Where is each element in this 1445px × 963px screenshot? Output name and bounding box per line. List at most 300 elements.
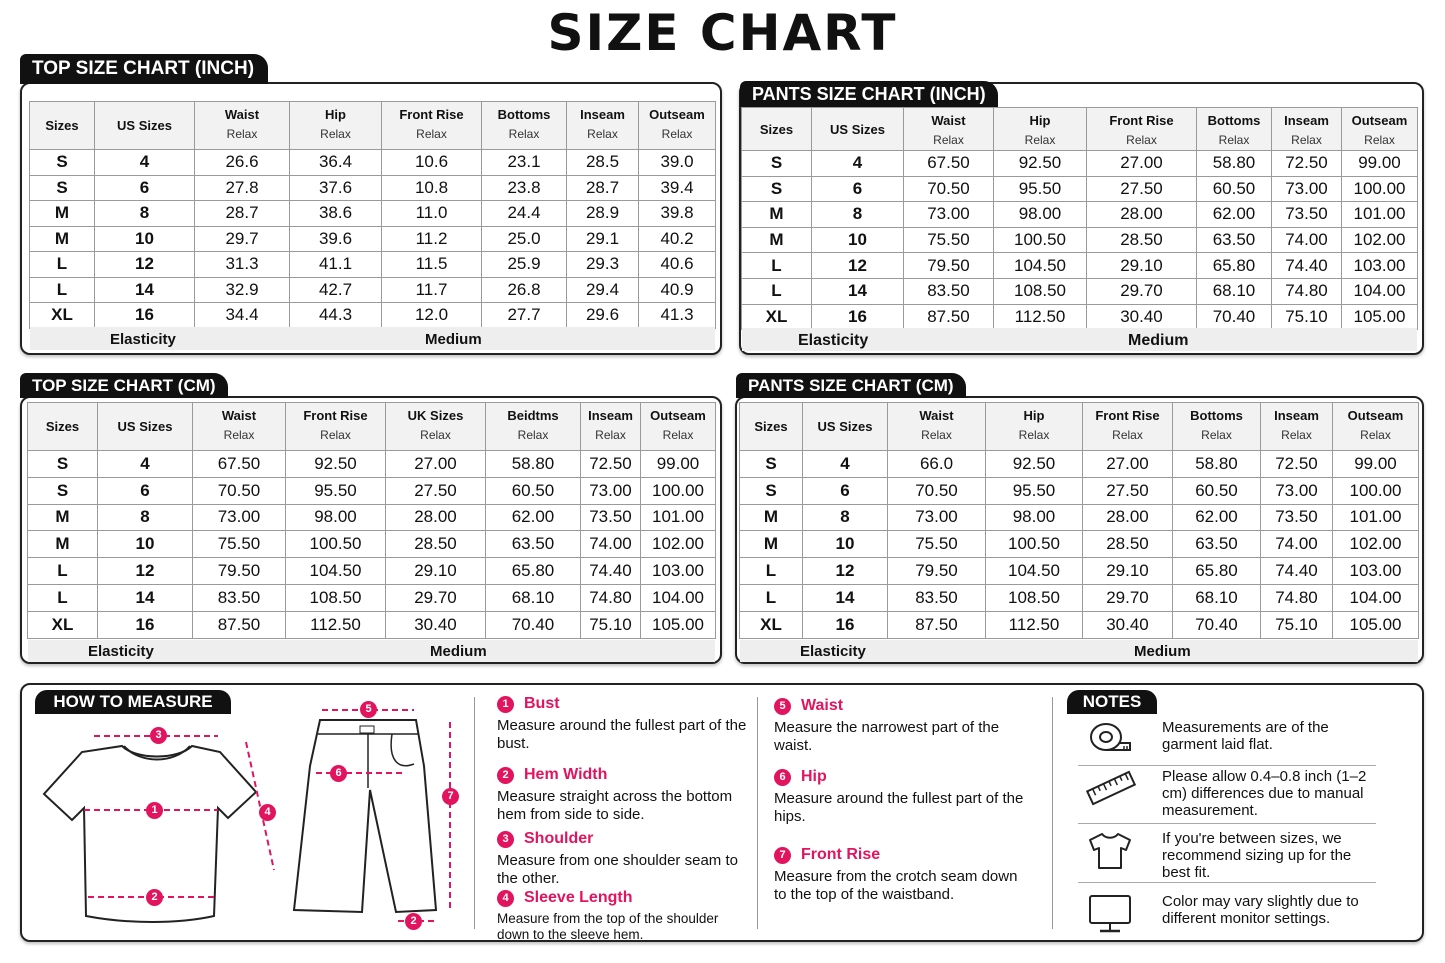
pants-label-5: 5 bbox=[360, 701, 377, 718]
col-header-label: Inseam bbox=[580, 107, 625, 122]
value-cell: 83.50 bbox=[193, 584, 286, 611]
value-cell: 23.1 bbox=[482, 150, 567, 176]
col-header-label: Inseam bbox=[1284, 113, 1329, 128]
tshirt-icon bbox=[1086, 830, 1142, 876]
measure-number-badge: 4 bbox=[497, 890, 514, 907]
size-cell: XL bbox=[740, 611, 803, 638]
value-cell: 29.7 bbox=[195, 226, 290, 252]
value-cell: 29.4 bbox=[567, 277, 639, 303]
value-cell: 37.6 bbox=[290, 175, 382, 201]
col-header-sub: Relax bbox=[508, 127, 540, 141]
value-cell: 101.00 bbox=[1342, 202, 1418, 228]
value-cell: 92.50 bbox=[994, 151, 1087, 177]
value-cell: 28.7 bbox=[195, 201, 290, 227]
col-header-sub: Relax bbox=[1218, 133, 1250, 147]
us-size-cell: 6 bbox=[95, 175, 195, 201]
size-cell: S bbox=[740, 477, 803, 504]
value-cell: 28.50 bbox=[386, 531, 486, 558]
top-cm-elasticity-label: Elasticity bbox=[88, 643, 154, 660]
value-cell: 31.3 bbox=[195, 252, 290, 278]
col-header-label: Outseam bbox=[1347, 408, 1404, 423]
col-header bbox=[1083, 403, 1173, 451]
us-size-cell: 4 bbox=[803, 451, 888, 478]
value-cell: 32.9 bbox=[195, 277, 290, 303]
value-cell: 28.7 bbox=[567, 175, 639, 201]
measure-item bbox=[497, 766, 752, 824]
size-cell: L bbox=[28, 584, 98, 611]
table-row bbox=[30, 252, 716, 278]
size-cell: M bbox=[740, 504, 803, 531]
shirt-label-4: 4 bbox=[259, 804, 276, 821]
value-cell: 36.4 bbox=[290, 150, 382, 176]
table-row bbox=[30, 277, 716, 303]
table-row bbox=[740, 584, 1419, 611]
table-row bbox=[740, 531, 1419, 558]
value-cell: 40.2 bbox=[639, 226, 716, 252]
value-cell: 27.00 bbox=[386, 451, 486, 478]
table-row bbox=[30, 150, 716, 176]
table-row bbox=[740, 611, 1419, 638]
us-size-cell: 12 bbox=[95, 252, 195, 278]
us-size-cell: 16 bbox=[803, 611, 888, 638]
col-header-sub: Relax bbox=[662, 428, 694, 442]
monitor-icon bbox=[1086, 893, 1142, 939]
col-header-sub: Relax bbox=[1126, 133, 1157, 147]
us-size-cell: 14 bbox=[98, 584, 193, 611]
value-cell: 28.9 bbox=[567, 201, 639, 227]
col-header-label: Inseam bbox=[1274, 408, 1319, 423]
size-cell: L bbox=[742, 278, 812, 304]
value-cell: 28.50 bbox=[1083, 531, 1173, 558]
value-cell: 27.00 bbox=[1087, 151, 1197, 177]
value-cell: 29.10 bbox=[1087, 253, 1197, 279]
pants-inch-table bbox=[741, 107, 1418, 330]
us-size-cell: 16 bbox=[95, 303, 195, 329]
pants-inch-elasticity-value: Medium bbox=[1128, 332, 1189, 349]
value-cell: 108.50 bbox=[994, 278, 1087, 304]
col-header-label: Bottoms bbox=[1207, 113, 1261, 128]
pants-label-2: 2 bbox=[405, 913, 422, 930]
value-cell: 70.50 bbox=[904, 176, 994, 202]
size-cell: S bbox=[742, 151, 812, 177]
col-header-sub: Relax bbox=[1281, 428, 1312, 442]
col-header bbox=[904, 108, 994, 151]
col-header-sub: Relax bbox=[1364, 133, 1395, 147]
size-cell: L bbox=[28, 558, 98, 585]
value-cell: 29.70 bbox=[386, 584, 486, 611]
value-cell: 25.9 bbox=[482, 252, 567, 278]
col-header bbox=[290, 102, 382, 150]
col-header-sub: Relax bbox=[320, 428, 351, 442]
table-header-row bbox=[740, 403, 1419, 451]
size-cell: M bbox=[30, 201, 95, 227]
col-header-sub: Relax bbox=[587, 127, 618, 141]
value-cell: 73.00 bbox=[581, 477, 641, 504]
col-header-sub: Relax bbox=[1360, 428, 1391, 442]
table-row bbox=[740, 477, 1419, 504]
us-size-cell: 16 bbox=[98, 611, 193, 638]
measure-number-badge: 3 bbox=[497, 831, 514, 848]
col-header-label: Inseam bbox=[588, 408, 633, 423]
measure-item-title: Sleeve Length bbox=[524, 889, 633, 906]
value-cell: 104.50 bbox=[994, 253, 1087, 279]
value-cell: 100.50 bbox=[994, 227, 1087, 253]
note-item bbox=[1080, 768, 1376, 819]
value-cell: 74.00 bbox=[1261, 531, 1333, 558]
tape-measure-icon bbox=[1086, 719, 1142, 765]
value-cell: 99.00 bbox=[1342, 151, 1418, 177]
note-text: Measurements are of the garment laid flat. bbox=[1162, 719, 1329, 753]
note-item bbox=[1080, 893, 1376, 939]
col-header-label: Waist bbox=[221, 408, 257, 423]
pants-cm-elasticity-label: Elasticity bbox=[800, 643, 866, 660]
col-header bbox=[567, 102, 639, 150]
col-header-sub: Relax bbox=[416, 127, 447, 141]
value-cell: 74.40 bbox=[581, 558, 641, 585]
table-row bbox=[30, 175, 716, 201]
note-item bbox=[1080, 830, 1376, 881]
table-row bbox=[30, 303, 716, 329]
value-cell: 67.50 bbox=[193, 451, 286, 478]
top-cm-elasticity-value: Medium bbox=[430, 643, 487, 660]
value-cell: 74.80 bbox=[1261, 584, 1333, 611]
table-row bbox=[30, 201, 716, 227]
us-size-cell: 14 bbox=[95, 277, 195, 303]
value-cell: 104.50 bbox=[286, 558, 386, 585]
measure-item-heading bbox=[497, 695, 752, 713]
how-to-measure-tag: HOW TO MEASURE bbox=[35, 690, 231, 714]
col-header-sizes: Sizes bbox=[30, 102, 95, 150]
value-cell: 66.0 bbox=[888, 451, 986, 478]
value-cell: 74.00 bbox=[581, 531, 641, 558]
value-cell: 62.00 bbox=[1197, 202, 1272, 228]
value-cell: 25.0 bbox=[482, 226, 567, 252]
value-cell: 63.50 bbox=[1197, 227, 1272, 253]
col-header-sub: Relax bbox=[1201, 428, 1232, 442]
table-header-row bbox=[28, 403, 716, 451]
value-cell: 34.4 bbox=[195, 303, 290, 329]
us-size-cell: 4 bbox=[95, 150, 195, 176]
top-cm-table bbox=[27, 402, 716, 639]
col-header-sub: Relax bbox=[1018, 428, 1050, 442]
col-header bbox=[482, 102, 567, 150]
size-cell: XL bbox=[30, 303, 95, 329]
us-size-cell: 16 bbox=[812, 304, 904, 330]
value-cell: 74.00 bbox=[1272, 227, 1342, 253]
value-cell: 41.3 bbox=[639, 303, 716, 329]
value-cell: 40.9 bbox=[639, 277, 716, 303]
top-inch-table bbox=[29, 101, 716, 329]
col-header bbox=[1173, 403, 1261, 451]
size-cell: M bbox=[742, 202, 812, 228]
value-cell: 75.50 bbox=[193, 531, 286, 558]
value-cell: 23.8 bbox=[482, 175, 567, 201]
value-cell: 11.5 bbox=[382, 252, 482, 278]
value-cell: 68.10 bbox=[486, 584, 581, 611]
value-cell: 29.10 bbox=[1083, 558, 1173, 585]
value-cell: 62.00 bbox=[486, 504, 581, 531]
value-cell: 83.50 bbox=[904, 278, 994, 304]
value-cell: 10.6 bbox=[382, 150, 482, 176]
measure-item bbox=[497, 830, 752, 888]
table-row bbox=[742, 227, 1418, 253]
value-cell: 73.50 bbox=[1261, 504, 1333, 531]
table-row bbox=[28, 451, 716, 478]
table-row bbox=[740, 558, 1419, 585]
value-cell: 103.00 bbox=[1342, 253, 1418, 279]
pants-cm-table bbox=[739, 402, 1419, 639]
value-cell: 26.8 bbox=[482, 277, 567, 303]
measure-item-text: Measure straight across the bottom hem from side to side. bbox=[497, 788, 733, 823]
measure-item-title: Waist bbox=[801, 697, 844, 714]
size-cell: S bbox=[30, 150, 95, 176]
value-cell: 105.00 bbox=[1342, 304, 1418, 330]
value-cell: 87.50 bbox=[193, 611, 286, 638]
value-cell: 104.00 bbox=[1333, 584, 1419, 611]
us-size-cell: 6 bbox=[98, 477, 193, 504]
value-cell: 65.80 bbox=[1173, 558, 1261, 585]
value-cell: 60.50 bbox=[1173, 477, 1261, 504]
table-row bbox=[28, 504, 716, 531]
notes-tag: NOTES bbox=[1067, 690, 1157, 714]
table-row bbox=[742, 278, 1418, 304]
col-header bbox=[1342, 108, 1418, 151]
col-header-label: Front Rise bbox=[399, 107, 464, 122]
value-cell: 28.5 bbox=[567, 150, 639, 176]
pants-diagram bbox=[288, 700, 468, 935]
table-row bbox=[28, 584, 716, 611]
measure-item-text: Measure the narrowest part of the waist. bbox=[774, 719, 1000, 754]
col-header-sub: Relax bbox=[1024, 133, 1056, 147]
col-header bbox=[639, 102, 716, 150]
col-header-label: Bottoms bbox=[1190, 408, 1243, 423]
col-header bbox=[195, 102, 290, 150]
value-cell: 108.50 bbox=[986, 584, 1083, 611]
measure-item-heading bbox=[497, 889, 752, 907]
table-row bbox=[742, 253, 1418, 279]
value-cell: 112.50 bbox=[994, 304, 1087, 330]
measure-item-text: Measure around the fullest part of the bust. bbox=[497, 717, 747, 752]
shirt-diagram bbox=[38, 720, 288, 935]
value-cell: 100.50 bbox=[286, 531, 386, 558]
size-cell: L bbox=[30, 252, 95, 278]
value-cell: 73.50 bbox=[1272, 202, 1342, 228]
value-cell: 67.50 bbox=[904, 151, 994, 177]
value-cell: 38.6 bbox=[290, 201, 382, 227]
size-cell: L bbox=[740, 584, 803, 611]
size-cell: S bbox=[30, 175, 95, 201]
value-cell: 27.7 bbox=[482, 303, 567, 329]
col-header-label: Waist bbox=[931, 113, 966, 128]
value-cell: 28.50 bbox=[1087, 227, 1197, 253]
note-divider bbox=[1078, 823, 1376, 824]
value-cell: 58.80 bbox=[1173, 451, 1261, 478]
value-cell: 70.40 bbox=[1173, 611, 1261, 638]
us-size-cell: 4 bbox=[812, 151, 904, 177]
col-header bbox=[193, 403, 286, 451]
shirt-label-3: 3 bbox=[150, 727, 167, 744]
us-size-cell: 6 bbox=[803, 477, 888, 504]
measure-item-heading bbox=[497, 766, 752, 784]
col-header-sub: Relax bbox=[223, 428, 255, 442]
col-header-label: Hip bbox=[325, 107, 346, 122]
us-size-cell: 8 bbox=[95, 201, 195, 227]
value-cell: 44.3 bbox=[290, 303, 382, 329]
table-row bbox=[28, 611, 716, 638]
col-header-label: Waist bbox=[919, 408, 954, 423]
value-cell: 73.00 bbox=[904, 202, 994, 228]
value-cell: 95.50 bbox=[986, 477, 1083, 504]
col-header bbox=[888, 403, 986, 451]
value-cell: 108.50 bbox=[286, 584, 386, 611]
value-cell: 24.4 bbox=[482, 201, 567, 227]
value-cell: 30.40 bbox=[1083, 611, 1173, 638]
col-header bbox=[986, 403, 1083, 451]
value-cell: 11.7 bbox=[382, 277, 482, 303]
pants-cm-elasticity-value: Medium bbox=[1134, 643, 1191, 660]
value-cell: 98.00 bbox=[994, 202, 1087, 228]
value-cell: 70.50 bbox=[193, 477, 286, 504]
value-cell: 73.00 bbox=[1261, 477, 1333, 504]
value-cell: 29.10 bbox=[386, 558, 486, 585]
value-cell: 112.50 bbox=[286, 611, 386, 638]
us-size-cell: 14 bbox=[803, 584, 888, 611]
col-header bbox=[1197, 108, 1272, 151]
value-cell: 60.50 bbox=[486, 477, 581, 504]
value-cell: 95.50 bbox=[286, 477, 386, 504]
value-cell: 39.8 bbox=[639, 201, 716, 227]
value-cell: 100.50 bbox=[986, 531, 1083, 558]
col-header-sub: Relax bbox=[1112, 428, 1143, 442]
measure-item-heading bbox=[774, 846, 1034, 864]
col-header-label: Front Rise bbox=[1095, 408, 1160, 423]
value-cell: 72.50 bbox=[1261, 451, 1333, 478]
value-cell: 98.00 bbox=[986, 504, 1083, 531]
size-cell: L bbox=[30, 277, 95, 303]
value-cell: 30.40 bbox=[1087, 304, 1197, 330]
measure-number-badge: 7 bbox=[774, 847, 791, 864]
col-header-label: Beidtms bbox=[507, 408, 559, 423]
col-header-label: Outseam bbox=[649, 107, 705, 122]
value-cell: 39.6 bbox=[290, 226, 382, 252]
value-cell: 39.0 bbox=[639, 150, 716, 176]
size-cell: M bbox=[30, 226, 95, 252]
us-size-cell: 8 bbox=[812, 202, 904, 228]
top-inch-tag: TOP SIZE CHART (INCH) bbox=[20, 54, 268, 84]
table-row bbox=[30, 226, 716, 252]
col-header-sub: Relax bbox=[933, 133, 964, 147]
value-cell: 72.50 bbox=[1272, 151, 1342, 177]
value-cell: 103.00 bbox=[1333, 558, 1419, 585]
us-size-cell: 12 bbox=[803, 558, 888, 585]
size-cell: XL bbox=[28, 611, 98, 638]
measure-item-text: Measure around the fullest part of the hips. bbox=[774, 790, 1024, 825]
value-cell: 102.00 bbox=[1333, 531, 1419, 558]
col-header-sizes: Sizes bbox=[740, 403, 803, 451]
col-header-sub: Relax bbox=[595, 428, 626, 442]
value-cell: 101.00 bbox=[1333, 504, 1419, 531]
pants-inch-elasticity-label: Elasticity bbox=[798, 332, 869, 349]
table-row bbox=[742, 151, 1418, 177]
measure-number-badge: 1 bbox=[497, 696, 514, 713]
measure-item-title: Front Rise bbox=[801, 846, 881, 863]
size-cell: S bbox=[742, 176, 812, 202]
us-size-cell: 12 bbox=[98, 558, 193, 585]
top-inch-elasticity-value: Medium bbox=[425, 331, 482, 348]
size-cell: M bbox=[742, 227, 812, 253]
pants-cm-tag: PANTS SIZE CHART (CM) bbox=[736, 373, 966, 398]
top-inch-elasticity-label: Elasticity bbox=[110, 331, 176, 348]
col-header-sub: Relax bbox=[226, 127, 258, 141]
value-cell: 29.3 bbox=[567, 252, 639, 278]
us-size-cell: 10 bbox=[803, 531, 888, 558]
pants-label-7: 7 bbox=[442, 788, 459, 805]
col-header bbox=[286, 403, 386, 451]
col-header-sub: Relax bbox=[1291, 133, 1322, 147]
value-cell: 74.40 bbox=[1261, 558, 1333, 585]
value-cell: 41.1 bbox=[290, 252, 382, 278]
table-row bbox=[742, 202, 1418, 228]
col-header bbox=[1087, 108, 1197, 151]
page-title: SIZE CHART bbox=[547, 4, 898, 62]
col-header bbox=[581, 403, 641, 451]
value-cell: 58.80 bbox=[1197, 151, 1272, 177]
value-cell: 105.00 bbox=[641, 611, 716, 638]
us-size-cell: 14 bbox=[812, 278, 904, 304]
table-row bbox=[28, 558, 716, 585]
us-size-cell: 12 bbox=[812, 253, 904, 279]
table-row bbox=[28, 531, 716, 558]
measure-item-title: Bust bbox=[524, 695, 560, 712]
value-cell: 11.0 bbox=[382, 201, 482, 227]
table-header-row bbox=[742, 108, 1418, 151]
us-size-cell: 8 bbox=[98, 504, 193, 531]
shirt-label-1: 1 bbox=[146, 802, 163, 819]
value-cell: 39.4 bbox=[639, 175, 716, 201]
size-cell: L bbox=[740, 558, 803, 585]
measure-item bbox=[774, 697, 1034, 755]
measure-item-title: Hip bbox=[801, 768, 827, 785]
value-cell: 105.00 bbox=[1333, 611, 1419, 638]
measure-item-text: Measure from the top of the shoulder down to the sleeve hem. bbox=[497, 911, 719, 942]
value-cell: 101.00 bbox=[641, 504, 716, 531]
measure-item-heading bbox=[774, 768, 1034, 786]
value-cell: 103.00 bbox=[641, 558, 716, 585]
note-text: If you're between sizes, we recommend sizing up for the best fit. bbox=[1162, 830, 1352, 881]
value-cell: 58.80 bbox=[486, 451, 581, 478]
value-cell: 83.50 bbox=[888, 584, 986, 611]
size-cell: XL bbox=[742, 304, 812, 330]
size-cell: M bbox=[740, 531, 803, 558]
value-cell: 70.40 bbox=[1197, 304, 1272, 330]
value-cell: 30.40 bbox=[386, 611, 486, 638]
value-cell: 72.50 bbox=[581, 451, 641, 478]
col-header-label: Hip bbox=[1023, 408, 1045, 423]
value-cell: 104.00 bbox=[1342, 278, 1418, 304]
value-cell: 63.50 bbox=[1173, 531, 1261, 558]
col-header-sub: Relax bbox=[921, 428, 952, 442]
value-cell: 28.00 bbox=[1083, 504, 1173, 531]
col-header bbox=[1261, 403, 1333, 451]
measure-item-heading bbox=[497, 830, 752, 848]
value-cell: 104.50 bbox=[986, 558, 1083, 585]
value-cell: 10.8 bbox=[382, 175, 482, 201]
size-cell: L bbox=[742, 253, 812, 279]
us-size-cell: 10 bbox=[95, 226, 195, 252]
value-cell: 104.00 bbox=[641, 584, 716, 611]
col-header-sub: Relax bbox=[661, 127, 693, 141]
col-header-sub: Relax bbox=[420, 428, 451, 442]
